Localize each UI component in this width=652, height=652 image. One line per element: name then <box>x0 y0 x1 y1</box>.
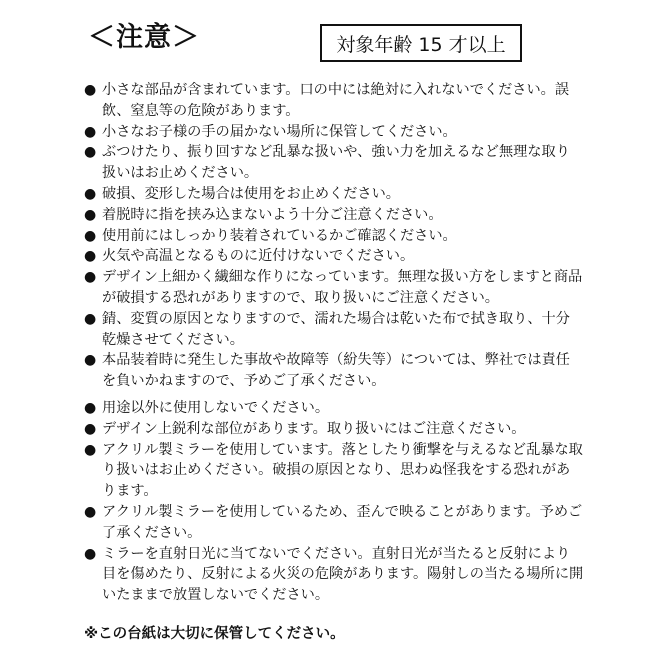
warning-text: 本品装着時に発生した事故や故障等（紛失等）については、弊社では責任を負いかねますので、予めご了承ください。 <box>102 352 570 390</box>
list-item <box>84 398 584 419</box>
list-item <box>84 419 584 440</box>
list-item <box>84 309 584 351</box>
bullet-icon: ● <box>84 441 97 458</box>
bullet-icon: ● <box>84 420 97 437</box>
bullet-icon: ● <box>84 123 97 140</box>
warning-text: アクリル製ミラーを使用しています。落としたり衝撃を与えるなど乱暴な取り扱いはお止めください。破損の原因となり、思わぬ怪我をする恐れがあります。 <box>102 441 583 500</box>
list-item <box>84 122 584 143</box>
bullet-icon: ● <box>84 399 97 416</box>
warning-text: 破損、変形した場合は使用をお止めください。 <box>102 185 400 202</box>
warning-text: 使用前にはしっかり装着されているかご確認ください。 <box>102 227 457 244</box>
bullet-icon: ● <box>84 185 97 202</box>
bullet-icon: ● <box>84 227 97 244</box>
warning-text: ミラーを直射日光に当てないでください。直射日光が当たると反射により目を傷めたり、反射による火災の危険があります。陽射しの当たる場所に開いたままで放置しないでください。 <box>102 545 584 604</box>
notice-title: ＜注意＞ <box>88 22 200 53</box>
bullet-icon: ● <box>84 248 97 265</box>
warning-text: ぶつけたり、振り回すなど乱暴な扱いや、強い力を加えるなど無理な取り扱いはお止めください。 <box>102 144 570 182</box>
warning-text: デザイン上細かく繊細な作りになっています。無理な扱い方をしますと商品が破損する恐れがありますので、取り扱いにご注意ください。 <box>102 269 583 306</box>
bullet-icon: ● <box>84 352 97 369</box>
list-item <box>84 544 584 606</box>
list-item <box>84 205 584 226</box>
bullet-icon: ● <box>84 310 97 327</box>
list-item <box>84 267 584 309</box>
list-item <box>84 226 584 247</box>
bullet-icon: ● <box>84 82 97 98</box>
warning-text: 小さなお子様の手の届かない場所に保管してください。 <box>102 123 457 140</box>
list-item <box>84 246 584 267</box>
warning-list <box>84 80 584 606</box>
age-restriction-badge: 対象年齢 15 才以上 <box>320 24 522 62</box>
warning-text: デザイン上鋭利な部位があります。取り扱いにはご注意ください。 <box>102 420 526 437</box>
bullet-icon: ● <box>84 545 97 562</box>
warning-text: 用途以外に使用しないでください。 <box>102 399 330 416</box>
list-item <box>84 80 584 122</box>
bullet-icon: ● <box>84 503 97 520</box>
warning-text: 着脱時に指を挟み込まないよう十分ご注意ください。 <box>102 206 443 223</box>
list-item <box>84 142 584 184</box>
footnote: ※この台紙は大切に保管してください。 <box>84 626 345 642</box>
list-item <box>84 440 584 502</box>
bullet-icon: ● <box>84 206 97 223</box>
list-item <box>84 502 584 544</box>
bullet-icon: ● <box>84 269 97 286</box>
warning-text: 火気や高温となるものに近付けないでください。 <box>102 248 415 265</box>
bullet-icon: ● <box>84 144 97 161</box>
warning-text: 錆、変質の原因となりますので、濡れた場合は乾いた布で拭き取り、十分乾燥させてください。 <box>102 310 570 348</box>
list-item <box>84 350 584 392</box>
warning-text: アクリル製ミラーを使用しているため、歪んで映ることがあります。予めご了承ください。 <box>102 503 583 541</box>
list-item <box>84 184 584 205</box>
warning-text: 小さな部品が含まれています。口の中には絶対に入れないでください。誤飲、窒息等の危険があります。 <box>102 82 570 119</box>
